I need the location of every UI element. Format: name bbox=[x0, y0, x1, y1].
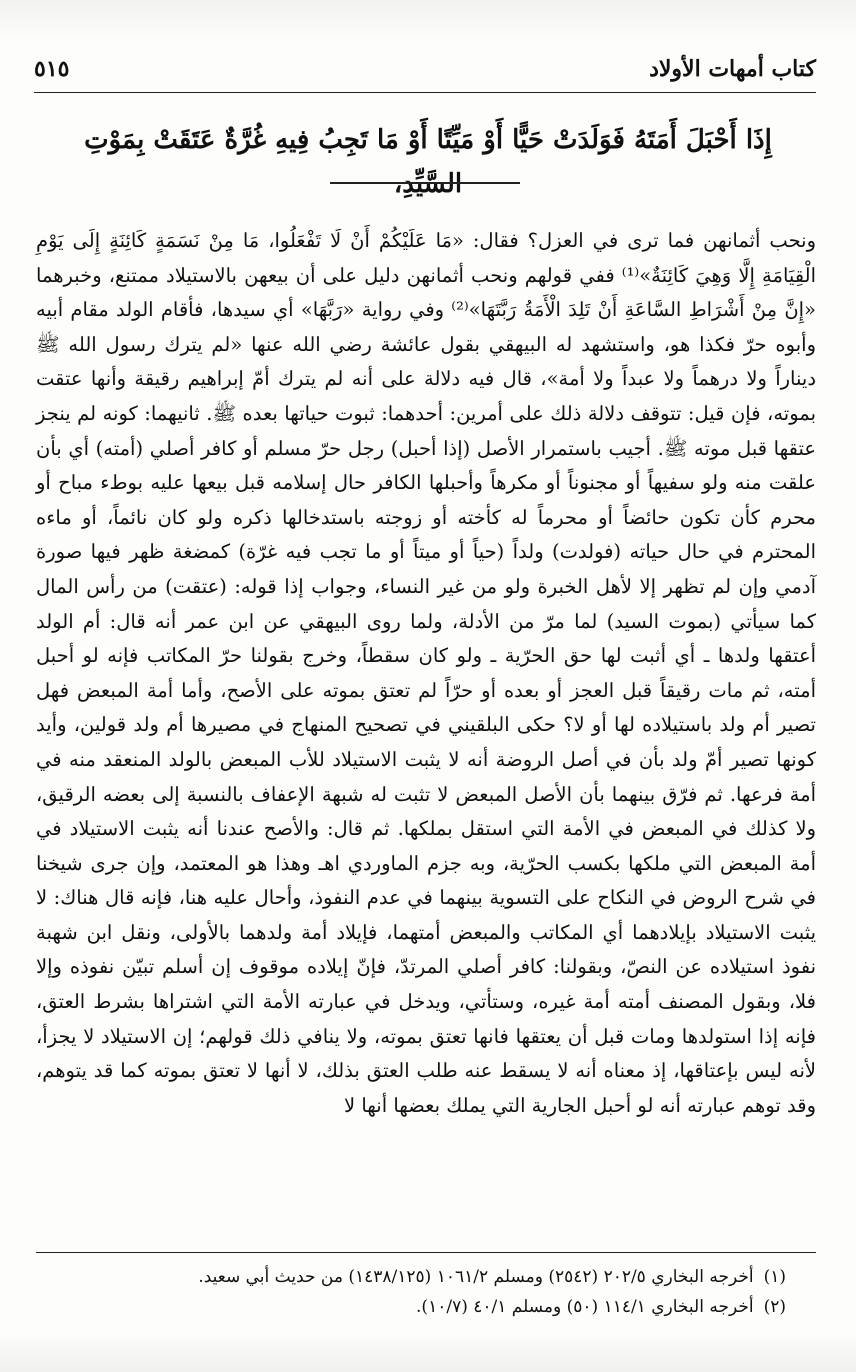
page-number: ٥١٥ bbox=[34, 56, 70, 82]
heading-rule bbox=[330, 182, 520, 184]
running-header bbox=[34, 54, 816, 90]
footnote-marker: (٢) bbox=[763, 1297, 786, 1317]
footnote-rule bbox=[36, 1252, 816, 1253]
footnote-marker: (١) bbox=[763, 1267, 786, 1287]
footnote-item bbox=[36, 1292, 786, 1322]
chapter-heading: إِذَا أَحْبَلَ أَمَتَهُ فَوَلَدَتْ حَيًّا أَوْ مَيِّتًا أَوْ مَا تَجِبُ فِيهِ غُرَّةٌ عَتَقَتْ بِمَوْتِ السَّيِّدِ، bbox=[84, 125, 772, 199]
footnote-text: أخرجه البخاري ٢٠٢/٥ (٢٥٤٢) ومسلم ١٠٦١/٢ (١٤٣٨/١٢٥) من حديث أبي سعيد. bbox=[198, 1267, 754, 1287]
footnote-text: أخرجه البخاري ١١٤/١ (٥٠) ومسلم ٤٠/١ (١٠/٧). bbox=[416, 1297, 754, 1317]
scan-shadow-top bbox=[0, 0, 856, 40]
header-rule bbox=[34, 92, 816, 93]
scan-shadow-bottom bbox=[0, 1332, 856, 1372]
book-title: كتاب أمهات الأولاد bbox=[649, 56, 816, 82]
footnote-item bbox=[36, 1262, 786, 1292]
body-paragraph: ونحب أثمانهن فما ترى في العزل؟ فقال: «مَا عَلَيْكُمْ أَنْ لَا تَفْعَلُوا، مَا مِنْ نَسَمَةٍ كَائِنَةٍ إِلَى يَوْمِ الْقِيَامَةِ إِلَّا وَهِيَ كَائِنَةٌ»⁽¹⁾ ففي قولهم ونحب أثمانهن دليل على أن بيعهن بالاستيلاد ممتنع، وخبرهما «إِنَّ مِنْ أَشْرَاطِ السَّاعَةِ أَنْ تَلِدَ الْأَمَةُ رَبَّتَهَا»⁽²⁾ وفي رواية «رَبَّهَا» أي سيدها، فأقام الولد مقام أبيه وأبوه حرّ فكذا هو، واستشهد له البيهقي بقول عائشة رضي الله عنها «لم يترك رسول الله ﷺ ديناراً ولا درهماً ولا عبداً ولا أمة»، قال فيه دلالة على أنه لم يترك أمّ إبراهيم رقيقة وأنها عتقت بموته، فإن قيل: تتوقف دلالة ذلك على أمرين: أحدهما: ثبوت حياتها بعده ﷺ. ثانيهما: كونه لم ينجز عتقها قبل موته ﷺ. أجيب باستمرار الأصل (إذا أحبل) رجل حرّ مسلم أو كافر أصلي (أمته) أي بأن علقت منه ولو سفيهاً أو مجنوناً أو مكرهاً وأحبلها الكافر حال إسلامه قبل بيعها عليه بوطء مباح أو محرم كأن تكون حائضاً أو محرماً له كأخته أو زوجته باستدخالها ذكره ولو كان نائماً، أو ماءه المحترم في حال حياته (فولدت) ولداً (حياً أو ميتاً أو ما تجب فيه غرّة) كمضغة ظهر فيها صورة آدمي وإن لم تظهر إلا لأهل الخبرة ولو من غير النساء، وجواب إذا قوله: (عتقت) من رأس المال كما سيأتي (بموت السيد) لما مرّ من الأدلة، ولما روى البيهقي عن ابن عمر أنه قال: أم الولد أعتقها ولدها ـ أي أثبت لها حق الحرّية ـ ولو كان سقطاً، وخرج بقولنا حرّ المكاتب فإنه لو أحبل أمته، ثم مات رقيقاً قبل العجز أو بعده أو حرّاً لم تعتق بموته على الأصح، وأما أمة المبعض فهل تصير أم ولد باستيلاده لها أو لا؟ حكى البلقيني في تصحيح المنهاج في مصيرها أم ولد قولين، وأيد كونها تصير أمّ ولد بأن في أصل الروضة أنه لا يثبت الاستيلاد للأب المبعض بالولد المنعقد منه في أمة فرعها. ثم فرّق بينهما بأن الأصل المبعض لا تثبت له شبهة الإعفاف بالنسبة إلى بعضه الرقيق، ولا كذلك في المبعض في الأمة التي استقل بملكها. ثم قال: والأصح عندنا أنه يثبت الاستيلاد في أمة المبعض التي ملكها بكسب الحرّية، وبه جزم الماوردي اهـ وهذا هو المعتمد، وإن جرى شيخنا في شرح الروض في النكاح على التسوية بينهما في عدم النفوذ، وأحال عليه هنا، فإنه قال هناك: لا يثبت الاستيلاد بإيلادهما أي المكاتب والمبعض أمتهما، فإيلاد أمة ولدهما بالأولى، ونقل ابن شهبة نفوذ استيلاده عن النصّ، وبقولنا: كافر أصلي المرتدّ، فإنّ إيلاده موقوف إن أسلم تبيّن نفوذه وإلا فلا، وبقول المصنف أمته أمة غيره، وستأتي، ويدخل في عبارته الأمة التي اشتراها بشرط العتق، فإنه إذا استولدها ومات قبل أن يعتقها فانها تعتق بموته، ولا ينافي ذلك قولهم؛ إن الاستيلاد لا يجزأ، لأنه ليس بإعتاقها، إذ معناه أنه لا يسقط عنه طلب العتق بذلك، لا أنها لا تعتق بموته كما قد يتوهم، وقد توهم عبارته أنه لو أحبل الجارية التي يملك بعضها أنها لا bbox=[36, 229, 816, 1117]
main-text bbox=[36, 224, 816, 1123]
footnotes bbox=[36, 1262, 786, 1322]
